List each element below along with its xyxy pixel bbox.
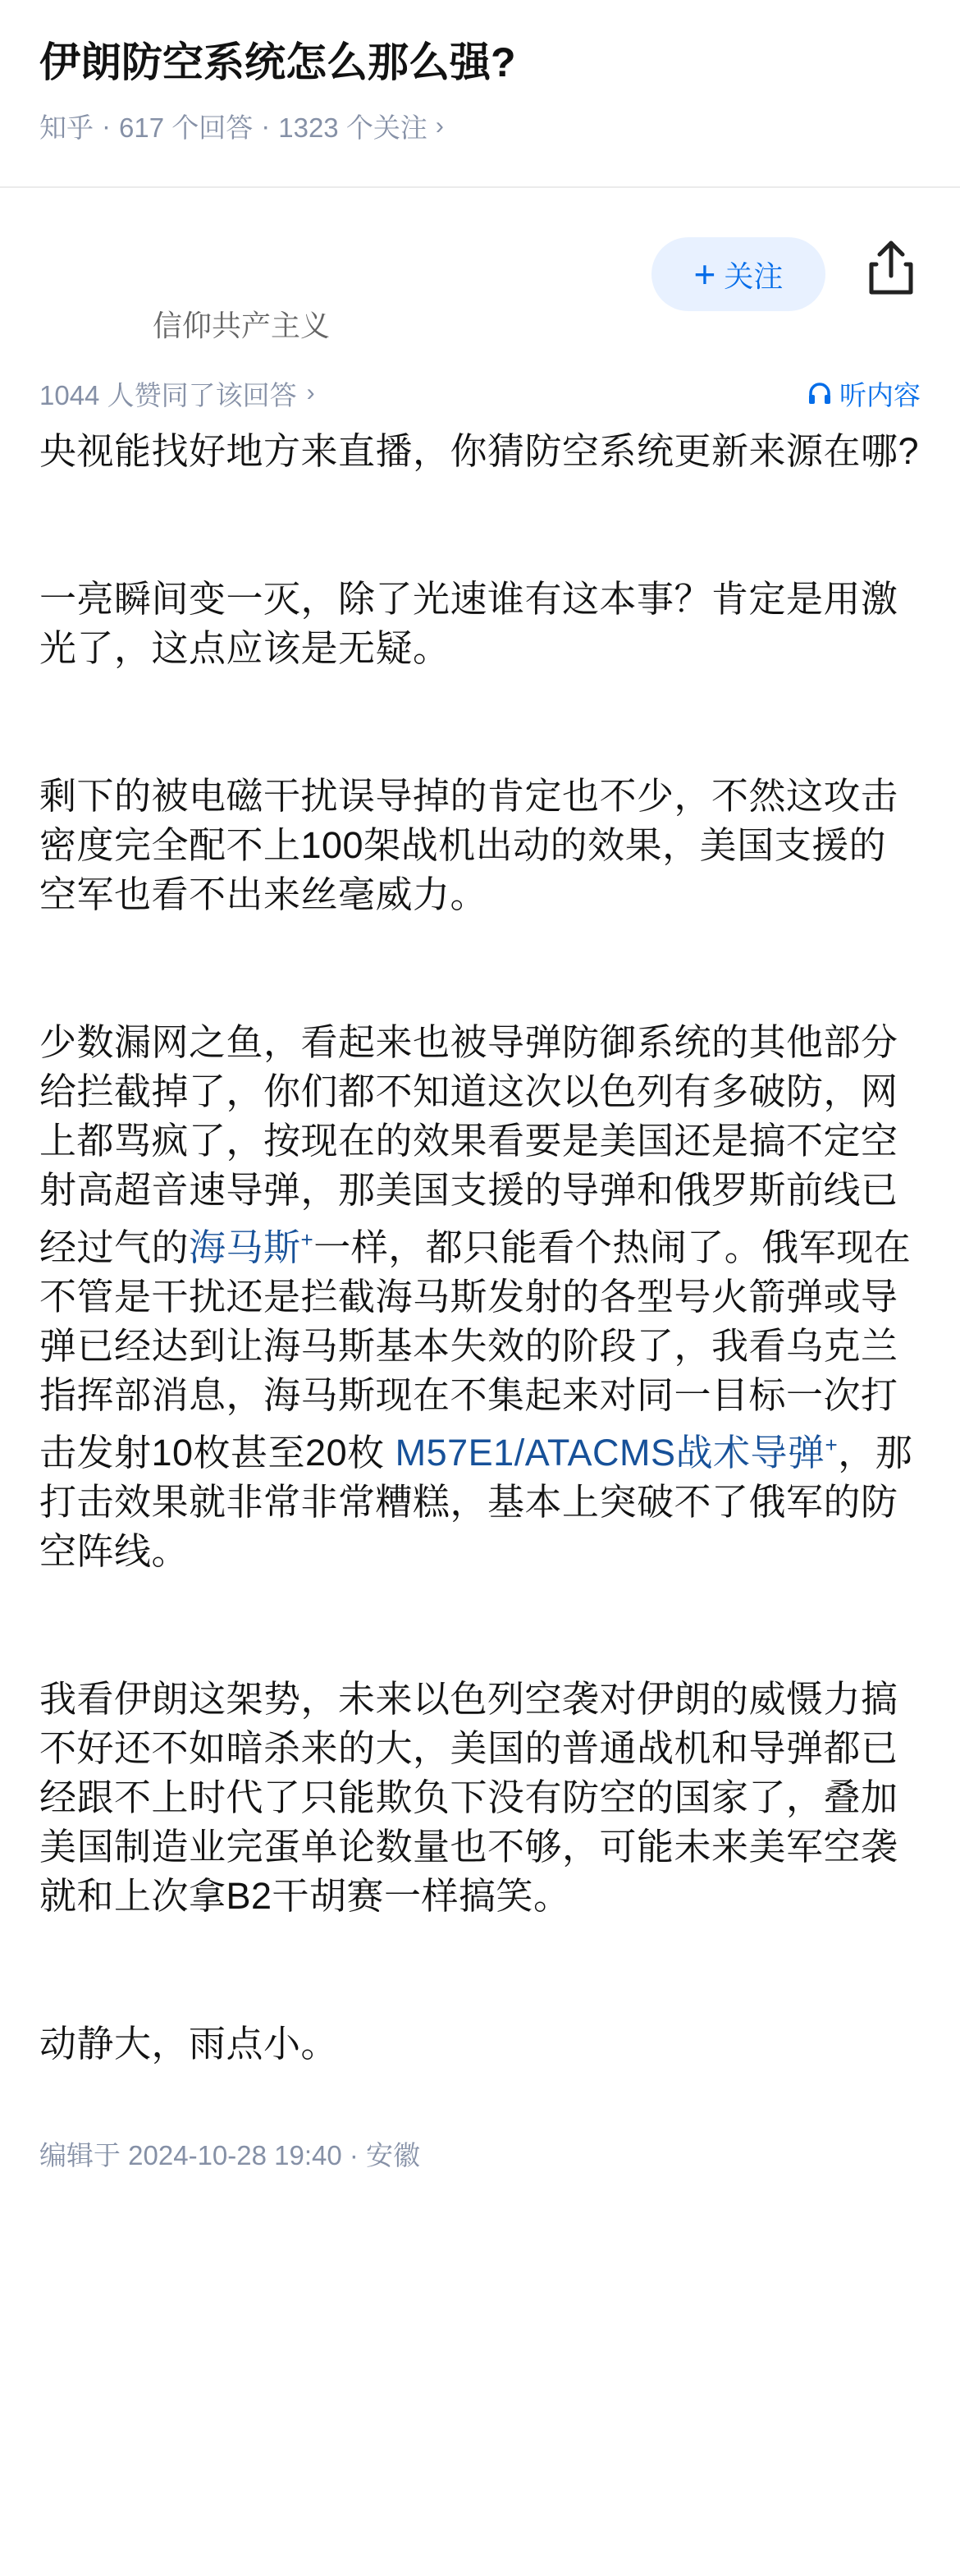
question-header <box>0 0 960 145</box>
answer-paragraph <box>39 1018 921 1576</box>
answer-paragraph: 剩下的被电磁干扰误导掉的肯定也不少，不然这攻击密度完全配不上100架战机出动的效果，美国支援的空军也看不出来丝毫威力。 <box>39 775 898 915</box>
plus-icon: + <box>693 253 716 296</box>
listen-button[interactable] <box>807 374 921 413</box>
link-haimars[interactable] <box>189 1226 313 1268</box>
paragraph-text: ，那打击效果就非常非常糟糕，基本上突破不了俄军的防空阵线。 <box>39 1432 913 1572</box>
paragraph-text: 一样，都只能看个热闹了。俄军现在不管是干扰还是拦截海马斯发射的各型号火箭弹或导弹已经达到让海马斯基本失效的阶段了，我看乌克兰指挥部消息，海马斯现在不集起来对同一目标一次打击发射10枚甚至20枚 <box>39 1226 912 1474</box>
vote-summary[interactable] <box>39 374 315 413</box>
question-title[interactable]: 伊朗防空系统怎么那么强? <box>39 39 516 85</box>
follower-count: 1323 个关注 <box>278 112 427 143</box>
separator-dot: · <box>261 110 271 141</box>
link-text: 海马斯 <box>189 1226 301 1268</box>
link-atacms[interactable] <box>395 1432 839 1474</box>
question-meta[interactable] <box>39 107 921 145</box>
edit-info: 编辑于 2024-10-28 19:40 · 安徽 <box>39 2140 421 2170</box>
follow-button[interactable] <box>651 237 825 311</box>
answer-content <box>0 427 960 2069</box>
chevron-right-icon: › <box>306 379 315 406</box>
follow-label: 关注 <box>724 259 784 293</box>
headphones-icon <box>807 380 833 406</box>
source-label: 知乎 <box>39 112 94 143</box>
answer-paragraph: 我看伊朗这架势，未来以色列空袭对伊朗的威慑力搞不好还不如暗杀来的大，美国的普通战机和导弹都已经跟不上时代了只能欺负下没有防空的国家了，叠加美国制造业完蛋单论数量也不够，可能未来美军空袭就和上次拿B2干胡赛一样搞笑。 <box>39 1678 898 1917</box>
link-text: M57E1/ATACMS战术导弹 <box>395 1432 825 1474</box>
link-spark-icon: + <box>300 1227 314 1252</box>
separator-dot: · <box>102 110 111 141</box>
author-bar <box>0 188 960 364</box>
share-icon[interactable] <box>865 238 917 297</box>
vote-count: 1044 人赞同了该回答 <box>39 379 297 410</box>
link-spark-icon: + <box>825 1432 839 1457</box>
author-name[interactable]: 信仰共产主义 <box>153 309 331 342</box>
answer-paragraph: 一亮瞬间变一灭，除了光速谁有这本事？肯定是用激光了，这点应该是无疑。 <box>39 578 898 669</box>
vote-row <box>0 364 960 422</box>
answer-count: 617 个回答 <box>119 112 254 143</box>
chevron-right-icon: › <box>435 112 444 140</box>
answer-paragraph: 央视能找好地方来直播，你猜防空系统更新来源在哪? <box>39 430 920 472</box>
paragraph-text: 少数漏网之鱼，看起来也被导弹防御系统的其他部分给拦截掉了，你们都不知道这次以色列有多破防，网上都骂疯了，按现在的效果看要是美国还是搞不定空射高超音速导弹，那美国支援的导弹和俄罗斯前线已经过气的 <box>39 1021 898 1268</box>
listen-label: 听内容 <box>839 379 921 410</box>
answer-paragraph: 动静大，雨点小。 <box>39 2023 339 2065</box>
